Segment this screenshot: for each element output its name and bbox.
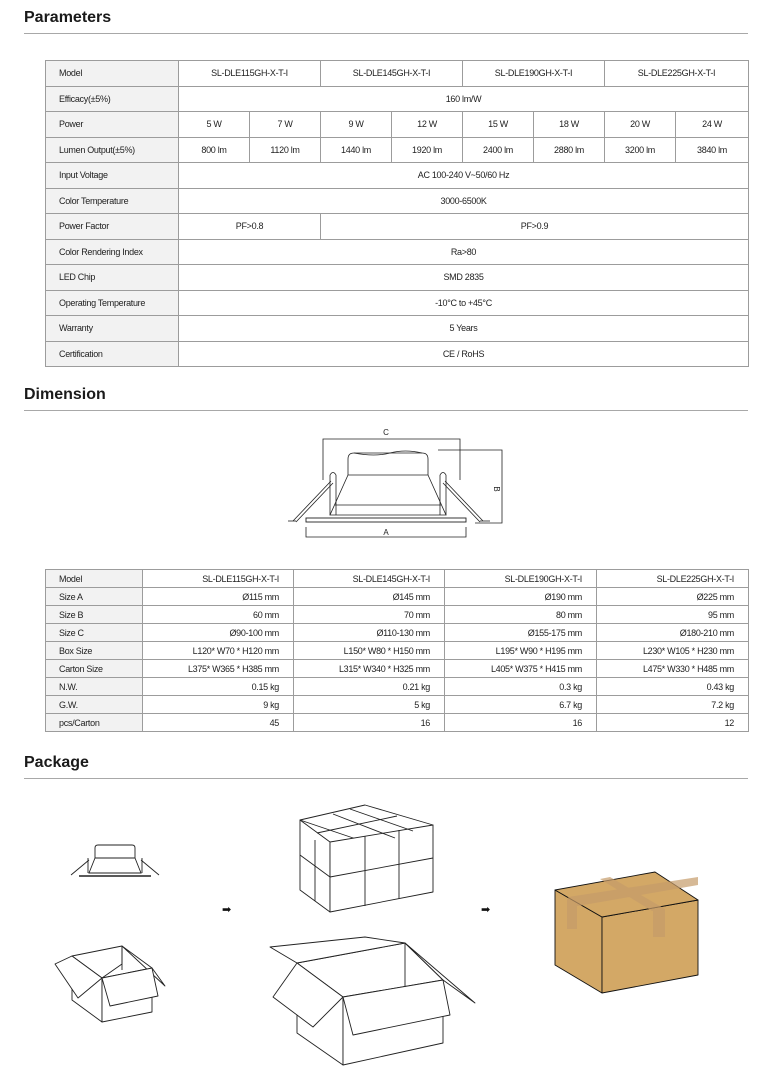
table-row <box>46 678 749 696</box>
open-box-large-illustration <box>265 925 485 1070</box>
row-label: Size C <box>46 624 143 642</box>
row-label: Operating Temperature <box>46 290 179 316</box>
cell: 2880 lm <box>534 137 605 163</box>
cell: Ø90-100 mm <box>143 624 294 642</box>
cell: 5 W <box>179 112 250 138</box>
cell: 9 kg <box>143 696 294 714</box>
row-label: Power Factor <box>46 214 179 240</box>
cell: 18 W <box>534 112 605 138</box>
cell: Ø190 mm <box>445 588 597 606</box>
table-row-power-factor <box>46 214 749 240</box>
downlight-illustration <box>65 840 165 880</box>
cell: L150* W80 * H150 mm <box>294 642 445 660</box>
cell: 800 lm <box>179 137 250 163</box>
cell: Ø110-130 mm <box>294 624 445 642</box>
row-label: Carton Size <box>46 660 143 678</box>
cell: 160 lm/W <box>179 86 749 112</box>
cell: 0.21 kg <box>294 678 445 696</box>
section-divider <box>24 778 748 779</box>
cell: 5 kg <box>294 696 445 714</box>
cell: CE / RoHS <box>179 341 749 367</box>
row-label: Certification <box>46 341 179 367</box>
cell: 16 <box>445 714 597 732</box>
cell: Ø145 mm <box>294 588 445 606</box>
cell: 5 Years <box>179 316 749 342</box>
cell: SL-DLE225GH-X-T-I <box>597 570 749 588</box>
section-title-dimension: Dimension <box>24 386 106 403</box>
table-row <box>46 624 749 642</box>
cell: Ra>80 <box>179 239 749 265</box>
cell: 12 <box>597 714 749 732</box>
cell: 24 W <box>676 112 749 138</box>
row-label: Warranty <box>46 316 179 342</box>
row-label: Efficacy(±5%) <box>46 86 179 112</box>
cell: SL-DLE190GH-X-T-I <box>445 570 597 588</box>
row-label: Power <box>46 112 179 138</box>
cell: 7 W <box>250 112 321 138</box>
cell: 45 <box>143 714 294 732</box>
table-row <box>46 642 749 660</box>
row-label: Color Temperature <box>46 188 179 214</box>
cell: -10°C to +45°C <box>179 290 749 316</box>
cell: AC 100-240 V~50/60 Hz <box>179 163 749 189</box>
table-row-warranty <box>46 316 749 342</box>
section-divider <box>24 33 748 34</box>
cell: Ø180-210 mm <box>597 624 749 642</box>
cell: 3840 lm <box>676 137 749 163</box>
section-divider <box>24 410 748 411</box>
stacked-boxes-illustration <box>295 800 435 915</box>
cell: 1920 lm <box>392 137 463 163</box>
cell: 1120 lm <box>250 137 321 163</box>
cell: 0.15 kg <box>143 678 294 696</box>
row-label: Size B <box>46 606 143 624</box>
cell: 16 <box>294 714 445 732</box>
table-row-certification <box>46 341 749 367</box>
row-label: pcs/Carton <box>46 714 143 732</box>
row-label: Box Size <box>46 642 143 660</box>
cell: L475* W330 * H485 mm <box>597 660 749 678</box>
row-label: Model <box>46 61 179 87</box>
table-row-color-temperature <box>46 188 749 214</box>
table-row <box>46 588 749 606</box>
cell: 9 W <box>321 112 392 138</box>
cell: Ø155-175 mm <box>445 624 597 642</box>
cell: 15 W <box>463 112 534 138</box>
cell: L375* W365 * H385 mm <box>143 660 294 678</box>
cell: 20 W <box>605 112 676 138</box>
row-label: Color Rendering Index <box>46 239 179 265</box>
cell: 1440 lm <box>321 137 392 163</box>
arrow-right-icon: ➡ <box>481 904 491 916</box>
section-title-package: Package <box>24 754 89 771</box>
row-label: G.W. <box>46 696 143 714</box>
downlight-dimension-diagram <box>280 425 510 545</box>
cell: SL-DLE145GH-X-T-I <box>294 570 445 588</box>
table-row-cri <box>46 239 749 265</box>
cell: SL-DLE145GH-X-T-I <box>321 61 463 87</box>
cell: 0.3 kg <box>445 678 597 696</box>
cell: 70 mm <box>294 606 445 624</box>
cell: 3200 lm <box>605 137 676 163</box>
section-title-parameters: Parameters <box>24 9 112 26</box>
dimension-table <box>45 569 749 732</box>
cell: L230* W105 * H230 mm <box>597 642 749 660</box>
sealed-carton-illustration <box>550 865 700 995</box>
table-row <box>46 570 749 588</box>
dimension-label-a: A <box>383 528 389 537</box>
parameters-table <box>45 60 749 367</box>
cell: SL-DLE115GH-X-T-I <box>143 570 294 588</box>
cell: Ø225 mm <box>597 588 749 606</box>
cell: L195* W90 * H195 mm <box>445 642 597 660</box>
cell: 3000-6500K <box>179 188 749 214</box>
cell: 7.2 kg <box>597 696 749 714</box>
table-row-operating-temperature <box>46 290 749 316</box>
table-row <box>46 696 749 714</box>
cell: SL-DLE190GH-X-T-I <box>463 61 605 87</box>
row-label: N.W. <box>46 678 143 696</box>
table-row-lumen <box>46 137 749 163</box>
cell: PF>0.9 <box>321 214 749 240</box>
cell: 6.7 kg <box>445 696 597 714</box>
dimension-label-b: B <box>492 486 501 492</box>
row-label: LED Chip <box>46 265 179 291</box>
table-row-power <box>46 112 749 138</box>
cell: 12 W <box>392 112 463 138</box>
cell: 0.43 kg <box>597 678 749 696</box>
table-row-model <box>46 61 749 87</box>
cell: 2400 lm <box>463 137 534 163</box>
cell: 80 mm <box>445 606 597 624</box>
row-label: Size A <box>46 588 143 606</box>
cell: 60 mm <box>143 606 294 624</box>
cell: SMD 2835 <box>179 265 749 291</box>
row-label: Model <box>46 570 143 588</box>
table-row <box>46 606 749 624</box>
open-box-small-illustration <box>50 920 180 1030</box>
dimension-label-c: C <box>383 428 389 437</box>
table-row <box>46 660 749 678</box>
cell: PF>0.8 <box>179 214 321 240</box>
cell: L405* W375 * H415 mm <box>445 660 597 678</box>
table-row-led-chip <box>46 265 749 291</box>
table-row-efficacy <box>46 86 749 112</box>
cell: Ø115 mm <box>143 588 294 606</box>
cell: L120* W70 * H120 mm <box>143 642 294 660</box>
row-label: Input Voltage <box>46 163 179 189</box>
arrow-right-icon: ➡ <box>222 904 232 916</box>
cell: 95 mm <box>597 606 749 624</box>
table-row-input-voltage <box>46 163 749 189</box>
cell: SL-DLE115GH-X-T-I <box>179 61 321 87</box>
row-label: Lumen Output(±5%) <box>46 137 179 163</box>
cell: L315* W340 * H325 mm <box>294 660 445 678</box>
cell: SL-DLE225GH-X-T-I <box>605 61 749 87</box>
table-row <box>46 714 749 732</box>
